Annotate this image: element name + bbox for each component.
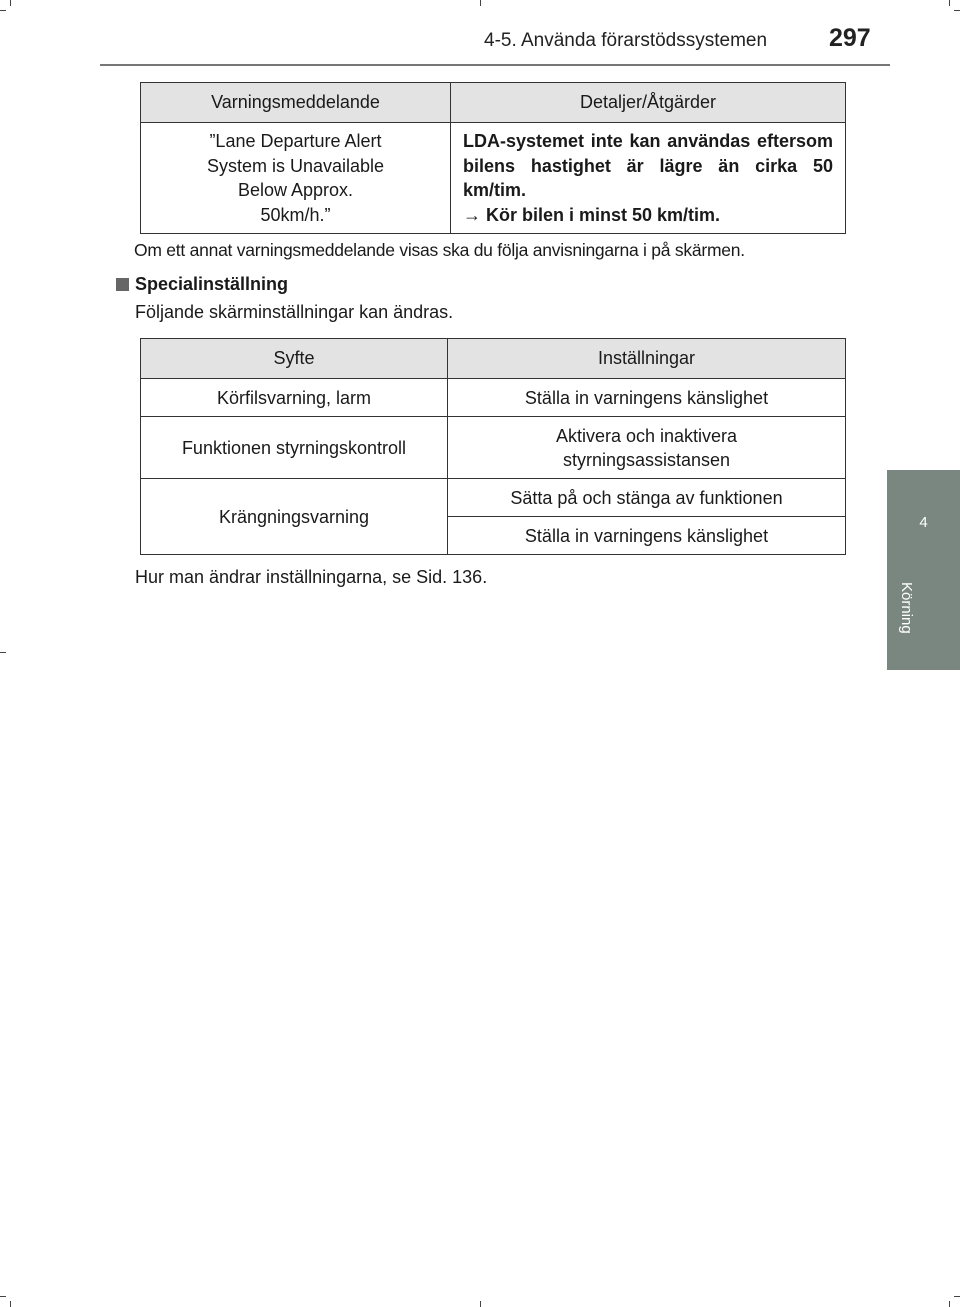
crop-mark <box>954 10 960 11</box>
page-number: 297 <box>829 24 871 52</box>
crop-mark <box>480 0 481 6</box>
warning-message-line: System is Unavailable <box>206 155 385 176</box>
bullet-square-icon <box>116 278 129 291</box>
chapter-number: 4 <box>919 514 928 531</box>
crop-mark <box>949 1301 950 1307</box>
warning-message-cell <box>141 123 451 234</box>
chapter-label: Körning <box>898 582 915 634</box>
section-heading: Specialinställning <box>135 274 289 294</box>
crop-mark <box>10 0 11 6</box>
warning-details-cell <box>451 123 846 234</box>
warning-details: LDA-systemet inte kan användas eftersom bilens hastighet är lägre än cirka 50 km/tim. <box>463 131 833 200</box>
purpose-cell: Funktionen styrningskontroll <box>141 417 448 479</box>
setting-line: Aktivera och inaktivera <box>555 425 738 446</box>
crop-mark <box>10 1301 11 1307</box>
warning-action: → Kör bilen i minst 50 km/tim. <box>463 204 721 225</box>
crop-mark <box>954 1296 960 1297</box>
table-row <box>141 479 846 517</box>
column-header: Syfte <box>141 339 448 379</box>
purpose-cell: Krängningsvarning <box>141 479 448 555</box>
crop-mark <box>0 652 6 653</box>
table-row <box>141 379 846 417</box>
crop-mark <box>480 1301 481 1307</box>
warning-message-line: 50km/h.” <box>260 204 331 225</box>
reference-note: Hur man ändrar inställningarna, se Sid. 136. <box>135 567 488 587</box>
setting-cell <box>448 417 846 479</box>
crop-mark <box>0 1296 6 1297</box>
warning-message-line: ”Lane Departure Alert <box>209 131 382 151</box>
setting-cell: Sätta på och stänga av funktionen <box>448 479 846 517</box>
table-header-row <box>141 339 846 379</box>
setting-cell: Ställa in varningens känslighet <box>448 517 846 555</box>
table-header-row <box>141 83 846 123</box>
column-header: Inställningar <box>448 339 846 379</box>
table-row <box>141 417 846 479</box>
note-paragraph: Om ett annat varningsmeddelande visas ska du följa anvisningarna i på skärmen. <box>134 240 745 260</box>
chapter-tab <box>887 470 960 670</box>
warning-message-line: Below Approx. <box>237 180 354 200</box>
setting-cell: Ställa in varningens känslighet <box>448 379 846 417</box>
column-header: Varningsmeddelande <box>141 83 451 123</box>
purpose-cell: Körfilsvarning, larm <box>141 379 448 417</box>
crop-mark <box>0 10 6 11</box>
crop-mark <box>949 0 950 6</box>
column-header: Detaljer/Åtgärder <box>451 83 846 123</box>
warning-message-table <box>140 82 846 234</box>
header-divider <box>100 64 890 66</box>
settings-table <box>140 338 846 555</box>
setting-line: styrningsassistansen <box>562 449 731 470</box>
section-intro: Följande skärminställningar kan ändras. <box>135 302 454 322</box>
section-title: 4-5. Använda förarstödssystemen <box>484 30 768 51</box>
table-row <box>141 123 846 234</box>
